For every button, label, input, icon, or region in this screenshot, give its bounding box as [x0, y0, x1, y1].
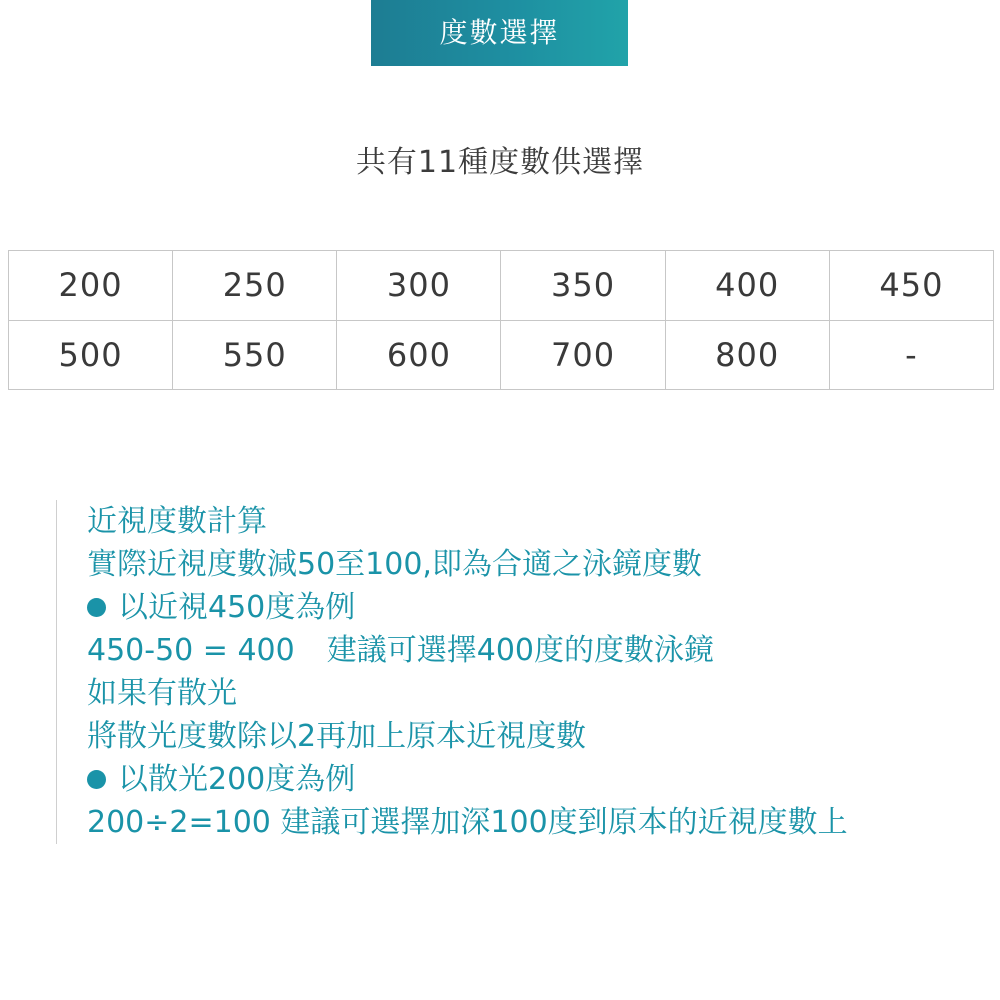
- example-myopia-formula: 450-50 = 400: [87, 633, 295, 668]
- power-option-cell: 500: [9, 320, 173, 390]
- power-option-cell: -: [829, 320, 993, 390]
- example-myopia-line: [87, 586, 976, 629]
- example-myopia-advice: 建議可選擇400度的度數泳鏡: [326, 633, 714, 668]
- calc-heading: 近視度數計算: [87, 504, 267, 539]
- power-option-cell: 700: [501, 320, 665, 390]
- bullet-dot-icon: [87, 770, 106, 789]
- example-astigmatism-line: [87, 758, 976, 801]
- power-option-cell: 400: [665, 251, 829, 321]
- example-astigmatism-label: 以散光200度為例: [118, 762, 356, 797]
- header-banner: [371, 0, 628, 66]
- power-option-cell: 800: [665, 320, 829, 390]
- astigmatism-rule: 將散光度數除以2再加上原本近視度數: [87, 719, 587, 754]
- table-row: [9, 320, 994, 390]
- power-option-cell: 250: [173, 251, 337, 321]
- power-option-cell: 600: [337, 320, 501, 390]
- page-title: 度數選擇: [439, 16, 560, 49]
- bullet-dot-icon: [87, 598, 106, 617]
- power-option-cell: 550: [173, 320, 337, 390]
- power-option-cell: 450: [829, 251, 993, 321]
- table-row: [9, 251, 994, 321]
- calc-rule: 實際近視度數減50至100,即為合適之泳鏡度數: [87, 547, 702, 582]
- example-myopia-result-line: [87, 629, 976, 672]
- example-astigmatism-result: 200÷2=100 建議可選擇加深100度到原本的近視度數上: [87, 805, 848, 840]
- astigmatism-heading: 如果有散光: [87, 676, 237, 711]
- power-count-subtitle: 共有11種度數供選擇: [355, 145, 645, 180]
- power-option-cell: 300: [337, 251, 501, 321]
- power-options-table: [8, 250, 994, 390]
- power-calculation-section: [56, 500, 976, 844]
- example-myopia-label: 以近視450度為例: [118, 590, 356, 625]
- power-option-cell: 200: [9, 251, 173, 321]
- power-option-cell: 350: [501, 251, 665, 321]
